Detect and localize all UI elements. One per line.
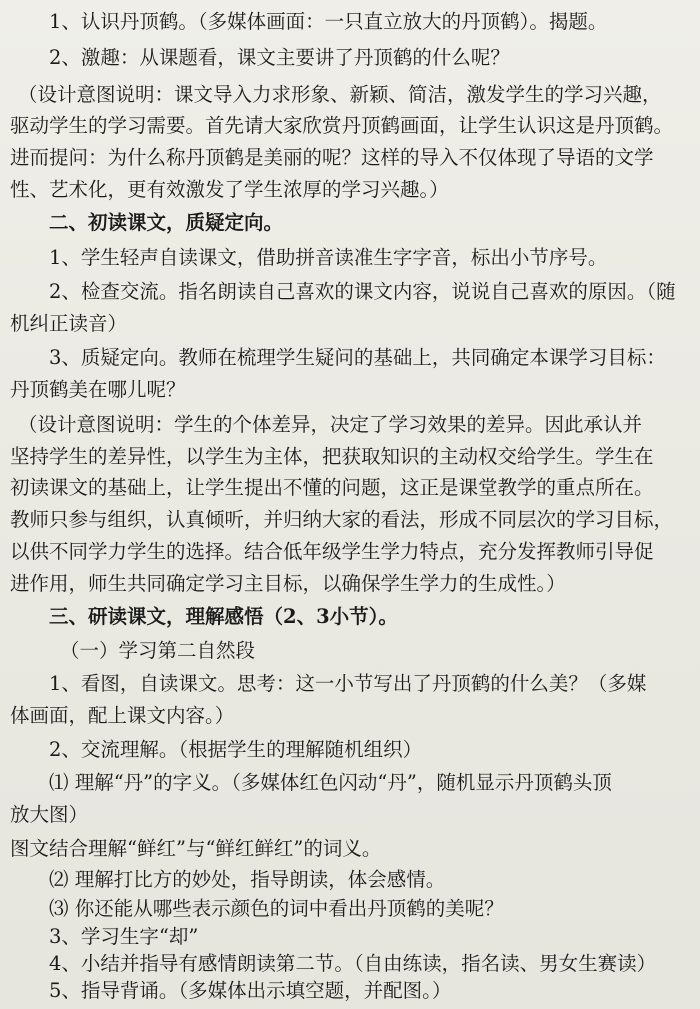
text-line: 图文结合理解“鲜红”与“鲜红鲜红”的词义。: [10, 837, 382, 860]
text-line: 1、看图，自读课文。思考：这一小节写出了丹顶鹤的什么美？（多媒: [49, 672, 647, 695]
text-line: ⑴ 理解“丹”的字义。（多媒体红色闪动“丹”，随机显示丹顶鹤头顶: [49, 771, 612, 794]
text-line: 初读课文的基础上，让学生提出不懂的问题，这正是课堂教学的重点所在。: [10, 476, 654, 499]
text-line: 性、艺术化，更有效激发了学生浓厚的学习兴趣。）: [10, 178, 449, 201]
text-line: 3、质疑定向。教师在梳理学生疑问的基础上，共同确定本课学习目标：: [49, 346, 666, 369]
text-line: 2、激趣：从课题看，课文主要讲了丹顶鹤的什么呢？: [49, 46, 510, 69]
text-line: 2、交流理解。（根据学生的理解随机组织）: [49, 738, 423, 761]
text-line: 丹顶鹤美在哪儿呢？: [10, 378, 186, 401]
text-line: 进作用，师生共同确定学习主目标，以确保学生学力的生成性。）: [10, 572, 566, 595]
text-line: 放大图）: [10, 803, 89, 826]
text-line: 以供不同学力学生的选择。结合低年级学生学力特点，充分发挥教师引导促: [10, 540, 654, 563]
text-line: 坚持学生的差异性，以学生为主体，把获取知识的主动权交给学生。学生在: [10, 445, 654, 468]
text-line: 1、认识丹顶鹤。（多媒体画面：一只直立放大的丹顶鹤）。揭题。: [49, 10, 608, 33]
text-line: 2、检查交流。指名朗读自己喜欢的课文内容，说说自己喜欢的原因。（随: [49, 280, 676, 303]
text-line: ⑶ 你还能从哪些表示颜色的词中看出丹顶鹤的美呢？: [49, 897, 504, 920]
section-heading: 二、初读课文，质疑定向。: [49, 211, 284, 234]
section-heading: 三、研读课文，理解感悟（2、3小节）。: [49, 605, 398, 628]
text-line: 驱动学生的学习需要。首先请大家欣赏丹顶鹤画面，让学生认识这是丹顶鹤。: [10, 114, 674, 137]
text-line: 教师只参与组织，认真倾听，并归纳大家的看法，形成不同层次的学习目标，: [10, 508, 674, 531]
text-line: （设计意图说明：学生的个体差异，决定了学习效果的差异。因此承认并: [18, 413, 643, 436]
text-line: 机纠正读音）: [10, 312, 128, 335]
text-line: 体画面，配上课文内容。）: [10, 704, 235, 727]
text-line: ⑵ 理解打比方的妙处，指导朗读，体会感情。: [49, 868, 446, 891]
text-line: （设计意图说明：课文导入力求形象、新颖、简洁，激发学生的学习兴趣，: [18, 83, 662, 106]
text-line: 4、小结并指导有感情朗读第二节。（自由练读，指名读、男女生赛读）: [49, 952, 657, 975]
text-line: 5、指导背诵。（多媒体出示填空题，并配图。）: [49, 979, 452, 1002]
text-line: 1、学生轻声自读课文，借助拼音读准生字字音，标出小节序号。: [49, 246, 608, 269]
subsection-heading: （一）学习第二自然段: [60, 639, 256, 662]
text-line: 3、学习生字“却”: [49, 925, 199, 948]
text-line: 进而提问：为什么称丹顶鹤是美丽的呢？这样的导入不仅体现了导语的文学: [10, 146, 654, 169]
